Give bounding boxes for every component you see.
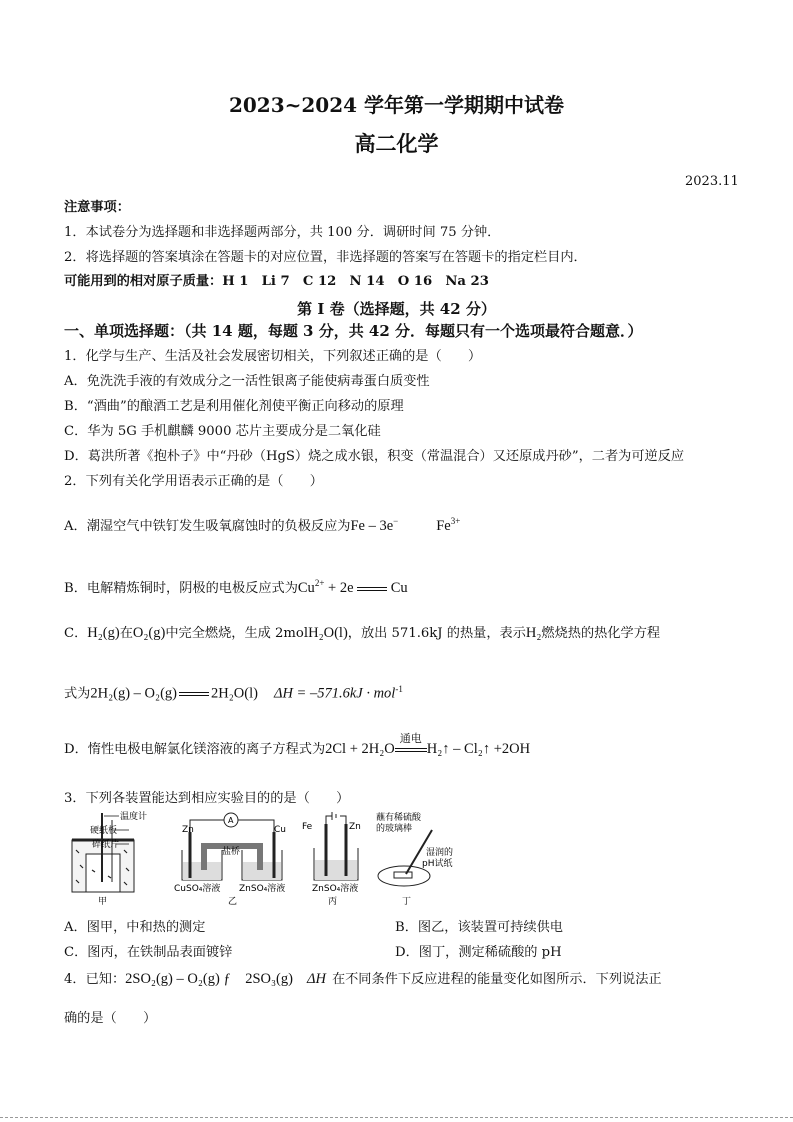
label-rod-1: 蘸有稀硫酸: [376, 813, 422, 823]
q2-c-f4: H₂: [525, 625, 542, 641]
q2-option-c-line2: [64, 680, 403, 703]
q2-option-a-text: A．潮湿空气中铁钉发生吸氧腐蚀时的负极反应为: [64, 518, 351, 534]
atomic-masses: 可能用到的相对原子质量：H 1 Li 7 C 12 N 14 O 16 Na 23: [64, 274, 489, 289]
q2-a-left: Fe – 3e: [350, 517, 394, 534]
equals-sign: [357, 587, 387, 591]
q2-c-f2: O₂(g): [132, 625, 166, 641]
subject-title: 高二化学: [354, 131, 439, 156]
q2-d-condition: 通电: [399, 731, 422, 745]
q2-option-b: [64, 574, 408, 598]
label-wet-1: 湿润的: [426, 848, 454, 858]
q2-c-label: C．: [64, 626, 88, 641]
part-title: 一、单项选择题：（共 14 题，每题 3 分，共 42 分．每题只有一个选项最符合题意．）: [64, 322, 643, 340]
label-cuso4: CuSO₄溶液: [174, 884, 221, 894]
section-title: 第 I 卷（选择题，共 42 分）: [297, 300, 496, 318]
apparatus-jia: [72, 813, 134, 892]
q2-b-mid: + 2e: [328, 579, 354, 596]
q1-option-a: A．免洗洗手液的有效成分之一活性银离子能使病毒蛋白质变性: [64, 374, 430, 389]
q2-option-b-formula: [298, 580, 408, 596]
q3-apparatus-figure: [64, 810, 456, 907]
label-board: 硬纸板: [90, 826, 118, 836]
q2-c2-text: 式为: [64, 686, 91, 702]
label-bridge: 盐桥: [222, 847, 241, 857]
label-jia: 甲: [98, 897, 108, 907]
q1-option-b: B．“酒曲”的酿酒工艺是利用催化剂使平衡正向移动的原理: [64, 399, 404, 414]
q2-option-a-formula: [350, 518, 460, 534]
q4-stem: [64, 970, 662, 989]
q2-a-right-sup: 3+: [450, 516, 461, 526]
q2-d-left: 2Cl + 2H₂O: [325, 741, 395, 757]
q4-stem-end: 在不同条件下反应进程的能量变化如图所示．下列说法正: [331, 972, 662, 987]
label-zn2: Zn: [349, 822, 361, 832]
label-rod-2: 的玻璃棒: [376, 824, 413, 834]
page-bottom-rule: [0, 1117, 793, 1118]
q1-option-c: C．华为 5G 手机麒麟 9000 芯片主要成分是二氧化硅: [64, 424, 381, 439]
equals-sign: [179, 692, 209, 696]
q2-c2-left: 2H₂(g) – O₂(g): [90, 685, 177, 702]
q2-option-d: [64, 731, 531, 759]
q2-option-c: [64, 624, 660, 643]
label-cu1: Cu: [274, 825, 286, 835]
label-thermo: 温度计: [120, 812, 148, 822]
q2-option-b-text: B．电解精炼铜时，阴极的电极反应式为: [64, 580, 298, 596]
q2-c-f1: H₂(g): [87, 625, 120, 641]
q1-stem: 1．化学与生产、生活及社会发展密切相关，下列叙述正确的是（ ）: [64, 349, 482, 364]
label-fe: Fe: [302, 822, 313, 832]
q4-stem-line2: 确的是（ ）: [64, 1011, 157, 1026]
q2-c-t3: ，放出 571.6kJ 的热量，表示: [347, 626, 526, 641]
electrolysis-arrow: [395, 731, 427, 757]
q3-option-b: B．图乙，该装置可持续供电: [395, 920, 563, 935]
q2-c-t2: 中完全燃烧，生成 2mol: [165, 626, 309, 641]
label-zn1: Zn: [182, 825, 194, 835]
q2-c2-right: 2H₂O(l): [211, 685, 258, 702]
label-znso4-b: ZnSO₄溶液: [312, 884, 359, 894]
q2-c-t4: 燃烧热的热化学方程: [541, 626, 661, 641]
q2-b-sup: 2+: [314, 578, 325, 588]
label-bing: 丙: [328, 897, 338, 907]
q2-option-a: [64, 512, 460, 536]
q4-dh: ΔH: [306, 971, 326, 987]
q3-option-a: A．图甲，中和热的测定: [64, 920, 206, 935]
exam-title: 2023~2024 学年第一学期期中试卷: [228, 93, 565, 117]
q3-option-c: C．图丙，在铁制品表面镀锌: [64, 945, 233, 960]
note-item-1: 1．本试卷分为选择题和非选择题两部分，共 100 分．调研时间 75 分钟．: [64, 225, 501, 240]
q1-option-d: D．葛洪所著《抱朴子》中“丹砂（HgS）烧之成水银，积变（常温混合）又还原成丹砂”，二者为可逆反应: [64, 449, 685, 464]
q2-b-cu: Cu: [297, 579, 315, 596]
label-ammeter: A: [228, 816, 234, 825]
q2-a-right: Fe: [436, 517, 451, 534]
label-yi: 乙: [228, 897, 238, 907]
label-wet-2: pH试纸: [422, 859, 453, 869]
note-item-2: 2．将选择题的答案填涂在答题卡的对应位置，非选择题的答案写在答题卡的指定栏目内．: [64, 250, 587, 265]
q2-a-sup: −: [393, 516, 399, 526]
q4-stem-start: 4．已知：: [64, 972, 126, 987]
q3-option-d: D．图丁，测定稀硫酸的 pH: [395, 945, 562, 960]
notes-heading: 注意事项：: [64, 200, 130, 215]
exam-date: 2023.11: [685, 174, 739, 189]
q3-stem: 3．下列各装置能达到相应实验目的的是（ ）: [64, 791, 350, 806]
q2-c-f3: H₂O(l): [308, 625, 348, 641]
q2-b-end: Cu: [390, 579, 408, 596]
label-paper: 碎纸片: [92, 840, 120, 850]
apparatus-ding: [378, 830, 432, 886]
q2-d-text: D．惰性电极电解氯化镁溶液的离子方程式为: [64, 742, 326, 757]
label-ding: 丁: [402, 897, 412, 907]
q4-formula: 2SO₂(g) – O₂(g) ƒ 2SO₃(g): [125, 971, 293, 987]
q2-d-right: H₂↑ – Cl₂↑ +2OH: [426, 741, 531, 757]
q2-c2-dh-sup: -1: [395, 684, 403, 694]
q2-stem: 2．下列有关化学用语表示正确的是（ ）: [64, 474, 323, 489]
q2-c-t1: 在: [119, 626, 133, 641]
q2-c2-dh: ΔH = –571.6kJ · mol: [273, 685, 396, 702]
label-znso4: ZnSO₄溶液: [239, 884, 286, 894]
